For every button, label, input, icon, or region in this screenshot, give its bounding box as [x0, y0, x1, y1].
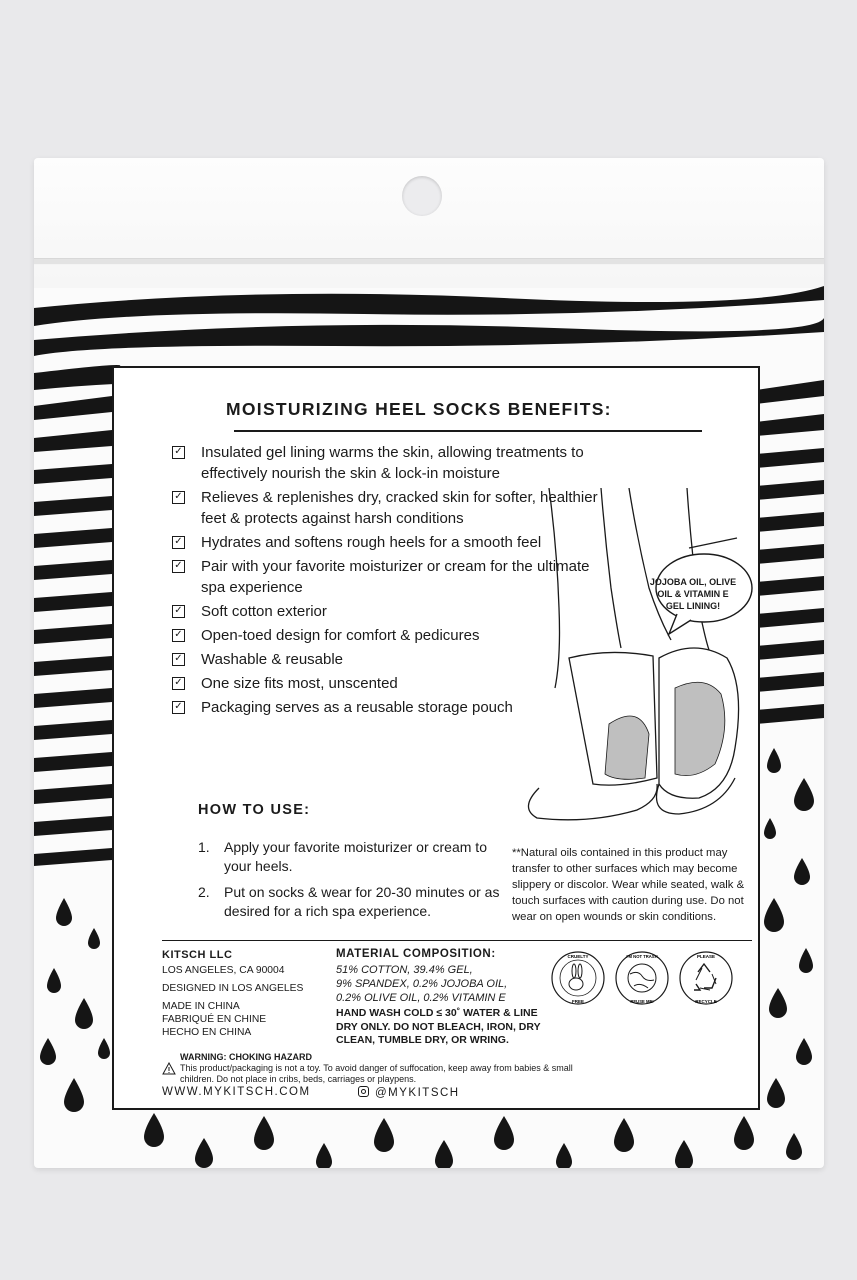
list-item: ✓ Washable & reusable: [172, 649, 612, 670]
made-in-es: HECHO EN CHINA: [162, 1027, 252, 1038]
choking-warning: [162, 1052, 582, 1085]
warning-text: This product/packaging is not a toy. To avoid danger of suffocation, keep away from babies & small children. Do not place in cribs, beds, carriages or playpens.: [180, 1063, 573, 1084]
checkbox-icon: ✓: [172, 560, 185, 573]
recycle-icon: [678, 950, 734, 1006]
how-to-use-title: HOW TO USE:: [198, 802, 311, 818]
benefits-title: MOISTURIZING HEEL SOCKS BENEFITS:: [226, 399, 612, 419]
checkbox-icon: ✓: [172, 536, 185, 549]
badge-bottom-label: RECYCLE: [695, 999, 717, 1004]
how-to-use-steps: [198, 838, 508, 928]
gel-lining-callout: JOJOBA OIL, OLIVE OIL & VITAMIN E GEL LINING!: [649, 577, 737, 611]
badge-bottom-label: REUSE ME!: [630, 999, 654, 1004]
rabbit-icon: [550, 950, 606, 1006]
warning-heading: WARNING: CHOKING HAZARD: [180, 1052, 312, 1062]
list-item: ✓ Pair with your favorite moisturizer or cream for the ultimate spa experience: [172, 556, 612, 598]
list-item: ✓ Hydrates and softens rough heels for a smooth feel: [172, 532, 612, 553]
checkbox-icon: ✓: [172, 653, 185, 666]
list-item: 1. Apply your favorite moisturizer or cream to your heels.: [198, 839, 487, 874]
company-info: [162, 949, 332, 1039]
material-title: MATERIAL COMPOSITION:: [336, 948, 496, 960]
material-line: 51% COTTON, 39.4% GEL,: [336, 964, 473, 976]
checkbox-icon: ✓: [172, 491, 185, 504]
natural-oils-note: **Natural oils contained in this product may transfer to other surfaces which may become slippery or discolor. Wear while seated, walk & touch surfaces with caution during use. Do not wear on open wounds or skin conditions.: [512, 847, 745, 923]
badge-top-label: PLEASE: [696, 954, 716, 959]
heel-sock-illustration: [509, 488, 754, 833]
company-address: LOS ANGELES, CA 90004: [162, 965, 285, 976]
material-line: 0.2% OLIVE OIL, 0.2% VITAMIN E: [336, 992, 506, 1004]
instagram-icon: [358, 1086, 369, 1097]
designed-in: DESIGNED IN LOS ANGELES: [162, 983, 304, 994]
product-label: [112, 366, 760, 1110]
list-item: ✓ One size fits most, unscented: [172, 673, 612, 694]
material-line: 9% SPANDEX, 0.2% JOJOBA OIL,: [336, 978, 508, 990]
list-item: ✓ Insulated gel lining warms the skin, allowing treatments to effectively nourish the skin & lock-in moisture: [172, 442, 612, 484]
care-instructions: HAND WASH COLD ≤ 30˚ WATER & LINE DRY ONLY. DO NOT BLEACH, IRON, DRY CLEAN, TUMBLE DRY, OR WRING.: [336, 1007, 541, 1046]
list-item: ✓ Relieves & replenishes dry, cracked skin for softer, healthier feet & protects against harsh conditions: [172, 487, 612, 529]
list-item: ✓ Open-toed design for comfort & pedicures: [172, 625, 612, 646]
made-in-fr: FABRIQUÉ EN CHINE: [162, 1014, 267, 1025]
info-divider: [162, 940, 752, 941]
product-pouch: [34, 158, 824, 1168]
checkbox-icon: ✓: [172, 701, 185, 714]
list-item: ✓ Soft cotton exterior: [172, 601, 612, 622]
checkbox-icon: ✓: [172, 605, 185, 618]
list-item: ✓ Packaging serves as a reusable storage pouch: [172, 697, 612, 718]
globe-icon: [614, 950, 670, 1006]
company-name: KITSCH LLC: [162, 949, 233, 961]
badge-bottom-label: FREE: [571, 999, 585, 1004]
badge-row: [550, 950, 750, 1014]
checkbox-icon: ✓: [172, 629, 185, 642]
title-divider: [234, 430, 702, 432]
badge-top-label: I'M NOT TRASH: [626, 954, 658, 959]
instagram-handle: @MYKITSCH: [358, 1086, 460, 1099]
checkbox-icon: ✓: [172, 677, 185, 690]
checkbox-icon: ✓: [172, 446, 185, 459]
warning-triangle-icon: [162, 1062, 176, 1075]
made-in-en: MADE IN CHINA: [162, 1001, 240, 1012]
material-composition: [336, 948, 541, 1048]
badge-top-label: CRUELTY: [567, 954, 589, 959]
list-item: 2. Put on socks & wear for 20-30 minutes or as desired for a rich spa experience.: [198, 884, 500, 919]
website-link: WWW.MYKITSCH.COM: [162, 1086, 311, 1098]
